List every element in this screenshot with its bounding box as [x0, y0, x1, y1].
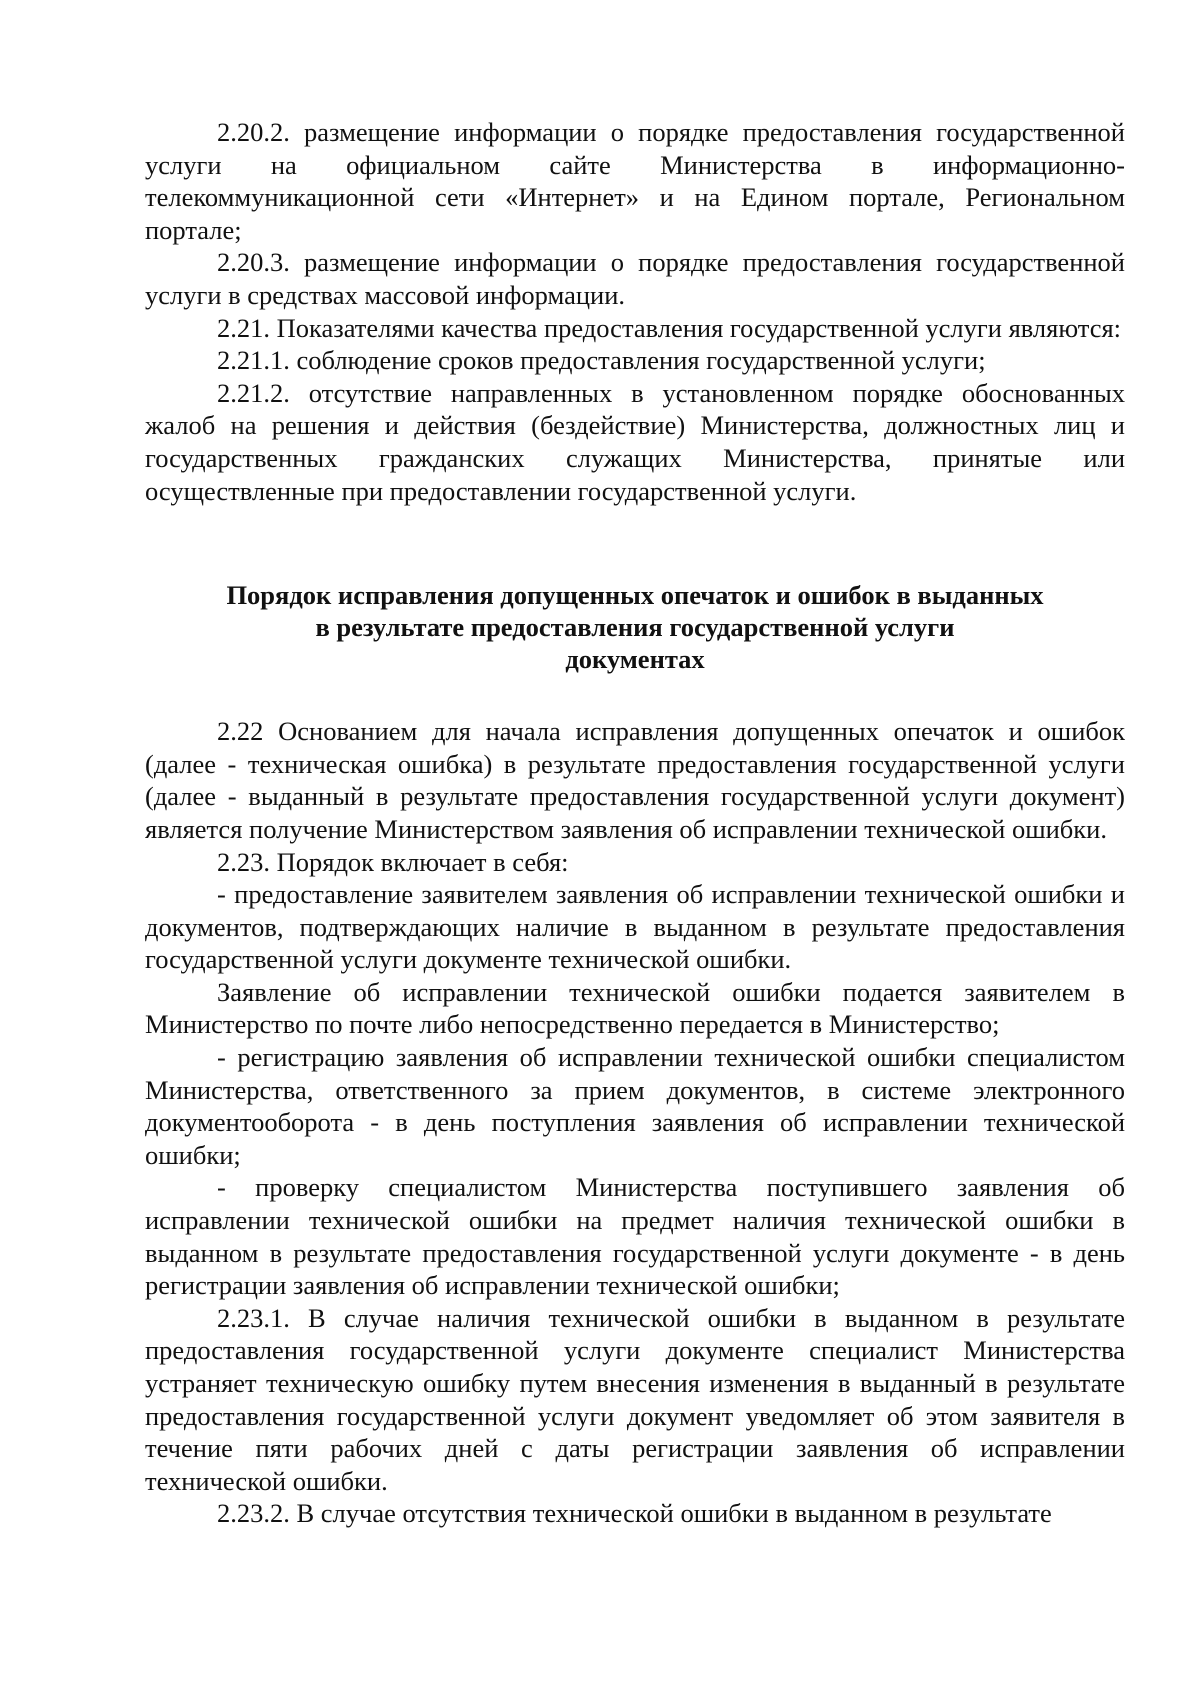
paragraph-2-21-2: 2.21.2. отсутствие направленных в установленном порядке обоснованных жалоб на решения и действия (бездействие) Министерства, должностных лиц и государственных гражданских служащих Министерства, принятые или осуществленные при предоставлении государственной услуги.: [145, 377, 1125, 506]
paragraph-2-23-1: 2.23.1. В случае наличия технической ошибки в выданном в результате предоставления государственной услуги документе специалист Министерства устраняет техническую ошибку путем внесения изменения в выданный в результате предоставления государственной услуги документ уведомляет об этом заявителя в течение пяти рабочих дней с даты регистрации заявления об исправлении технической ошибки.: [145, 1302, 1125, 1496]
paragraph-application-delivery: Заявление об исправлении технической ошибки подается заявителем в Министерство по почте либо непосредственно передается в Министерство;: [145, 976, 1125, 1040]
paragraph-2-20-2: 2.20.2. размещение информации о порядке предоставления государственной услуги на официальном сайте Министерства в информационно-телекоммуникационной сети «Интернет» и на Едином портале, Региональном портале;: [145, 117, 1125, 245]
list-item-verification: - проверку специалистом Министерства поступившего заявления об исправлении технической ошибки на предмет наличия технической ошибки в выданном в результате предоставления государственной услуги документе - в день регистрации заявления об исправлении технической ошибки;: [145, 1172, 1125, 1301]
paragraph-2-22: 2.22 Основанием для начала исправления допущенных опечаток и ошибок (далее - техническая ошибка) в результате предоставления государственной услуги (далее - выданный в результате предоставления государственной услуги документ) является получение Министерством заявления об исправлении технической ошибки.: [145, 716, 1125, 844]
section-heading-line-2: в результате предоставления государственной услуги: [315, 612, 955, 643]
section-heading-line-3: документах: [565, 644, 705, 675]
section-heading-line-1: Порядок исправления допущенных опечаток и ошибок в выданных: [226, 580, 1044, 611]
section-heading: [145, 579, 1125, 675]
document-page: [145, 116, 1125, 1530]
list-item-submission: - предоставление заявителем заявления об исправлении технической ошибки и документов, подтверждающих наличие в выданном в результате предоставления государственной услуги документе технической ошибки.: [145, 879, 1125, 975]
paragraph-2-23: 2.23. Порядок включает в себя:: [217, 846, 569, 877]
paragraph-2-21: 2.21. Показателями качества предоставления государственной услуги являются:: [217, 312, 1122, 343]
paragraph-2-21-1: 2.21.1. соблюдение сроков предоставления государственной услуги;: [217, 345, 986, 376]
paragraph-2-23-2: 2.23.2. В случае отсутствия технической ошибки в выданном в результате: [217, 1498, 1052, 1529]
paragraph-2-20-3: 2.20.3. размещение информации о порядке предоставления государственной услуги в средствах массовой информации.: [145, 247, 1125, 310]
list-item-registration: - регистрацию заявления об исправлении технической ошибки специалистом Министерства, ответственного за прием документов, в системе электронного документооборота - в день поступления заявления об исправлении технической ошибки;: [145, 1042, 1125, 1170]
